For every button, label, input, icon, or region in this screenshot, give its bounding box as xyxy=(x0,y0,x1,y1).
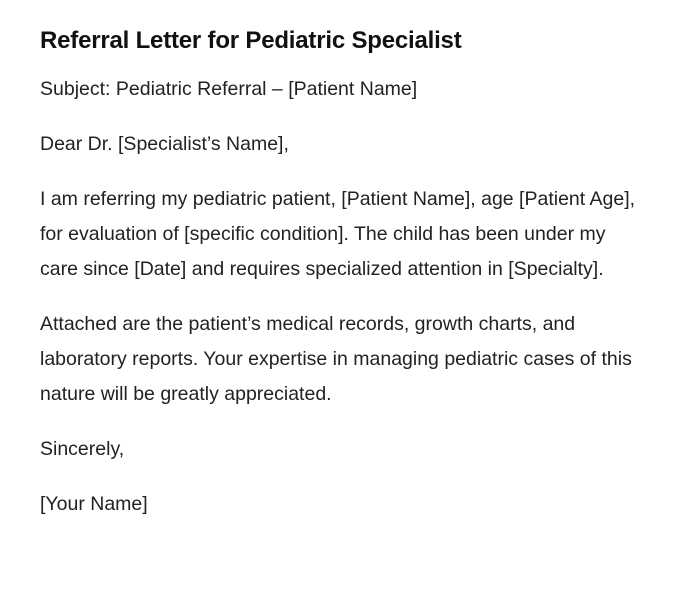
letter-body-paragraph-2: Attached are the patient’s medical records, growth charts, and laboratory reports. Your expertise in managing pediatric cases of this nature will be greatly appreciated. xyxy=(40,313,632,405)
letter-salutation: Dear Dr. [Specialist’s Name], xyxy=(40,133,289,155)
referral-letter xyxy=(40,24,640,542)
letter-signature: [Your Name] xyxy=(40,493,148,515)
letter-title: Referral Letter for Pediatric Specialist xyxy=(40,27,462,54)
letter-body-paragraph-1: I am referring my pediatric patient, [Patient Name], age [Patient Age], for evaluation of [specific condition]. The child has been under my care since [Date] and requires specialized attention in [Specialty]. xyxy=(40,188,636,280)
letter-closing: Sincerely, xyxy=(40,438,125,460)
letter-subject: Subject: Pediatric Referral – [Patient Name] xyxy=(40,78,418,100)
